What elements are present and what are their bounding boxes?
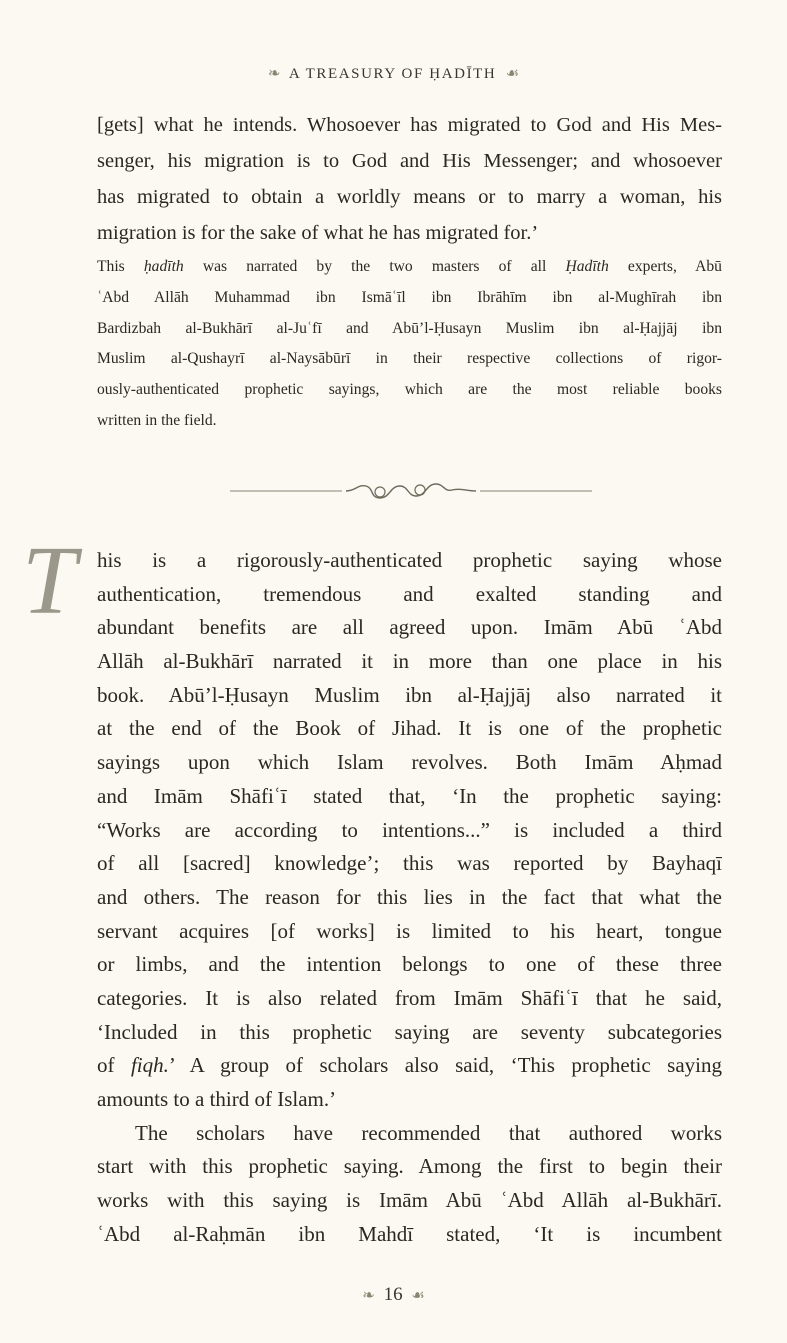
text-span: or limbs, and the intention belongs to one of these three xyxy=(97,952,722,977)
text-span: book. Abū’l-Ḥusayn Muslim ibn al-Ḥajjāj also narrated it xyxy=(97,682,722,707)
text-line xyxy=(97,948,722,982)
text-span: at the end of the Book of Jihad. It is one of the prophetic xyxy=(97,716,722,741)
drop-cap: T xyxy=(22,527,77,635)
italic-term: fiqh. xyxy=(130,1053,169,1078)
text-span: experts, Abū xyxy=(608,258,722,275)
narration-note xyxy=(97,252,722,437)
page-number xyxy=(0,1284,787,1306)
text-span: ʿAbd al-Raḥmān ibn Mahdī stated, ‘It is incumbent xyxy=(97,1221,722,1246)
text-span: works with this saying is Imām Abū ʿAbd Allāh al-Bukhārī. xyxy=(97,1188,722,1213)
text-span: ’ A group of scholars also said, ‘This prophetic saying xyxy=(168,1053,722,1078)
main-commentary xyxy=(97,544,722,1251)
running-head xyxy=(0,64,787,83)
text-span: was narrated by the two masters of all xyxy=(183,258,566,275)
text-line xyxy=(97,1117,722,1151)
text-span: sayings upon which Islam revolves. Both Imām Aḥmad xyxy=(97,750,722,775)
text-line xyxy=(97,314,722,345)
text-line xyxy=(97,283,722,314)
text-span: of all [sacred] knowledge’; this was reported by Bayhaqī xyxy=(97,851,722,876)
text-span: abundant benefits are all agreed upon. Imām Abū ʿAbd xyxy=(97,615,722,640)
text-line xyxy=(97,179,722,215)
text-span: of xyxy=(97,1053,131,1078)
text-span: senger, his migration is to God and His Messenger; and whosoever xyxy=(97,150,722,172)
text-line xyxy=(97,578,722,612)
text-line xyxy=(97,344,722,375)
text-line xyxy=(97,215,722,251)
text-span: authentication, tremendous and exalted standing and xyxy=(97,581,722,606)
text-line xyxy=(97,1016,722,1050)
text-line xyxy=(97,982,722,1016)
left-ornament-icon: ❧ xyxy=(362,1288,375,1304)
page-number-value: 16 xyxy=(383,1284,403,1305)
text-span: ‘Included in this prophetic saying are seventy subcategories xyxy=(97,1019,722,1044)
hadith-quote-continuation xyxy=(97,107,722,251)
text-line xyxy=(97,1049,722,1083)
text-span: servant acquires [of works] is limited to his heart, tongue xyxy=(97,918,722,943)
text-line xyxy=(97,881,722,915)
text-line xyxy=(97,712,722,746)
text-span: Bardizbah al-Bukhārī al-Juʿfī and Abū’l-Ḥusayn Muslim ibn al-Ḥajjāj ibn xyxy=(97,319,722,337)
text-line xyxy=(97,406,722,437)
text-line xyxy=(97,1083,722,1117)
text-line xyxy=(97,107,722,143)
text-line xyxy=(97,1218,722,1252)
left-ornament-icon: ❧ xyxy=(267,66,281,82)
text-span: Allāh al-Bukhārī narrated it in more than one place in his xyxy=(97,649,722,674)
text-span: has migrated to obtain a worldly means or to marry a woman, his xyxy=(97,186,722,208)
text-line xyxy=(97,252,722,283)
text-span: ously-authenticated prophetic sayings, which are the most reliable books xyxy=(97,381,722,399)
text-line xyxy=(97,780,722,814)
text-line xyxy=(97,746,722,780)
right-ornament-icon: ☙ xyxy=(505,66,520,82)
text-line xyxy=(97,645,722,679)
text-line xyxy=(97,1150,722,1184)
text-line xyxy=(97,143,722,179)
text-span: This xyxy=(97,258,144,275)
text-line xyxy=(97,375,722,406)
text-span: and others. The reason for this lies in the fact that what the xyxy=(97,884,722,909)
text-line xyxy=(97,679,722,713)
text-line xyxy=(97,611,722,645)
text-span: ʿAbd Allāh Muhammad ibn Ismāʿīl ibn Ibrāhīm ibn al-Mughīrah ibn xyxy=(97,288,722,306)
text-span: written in the field. xyxy=(97,411,217,429)
ornamental-divider-icon xyxy=(230,478,592,504)
text-span: migration is for the sake of what he has migrated for.’ xyxy=(97,222,539,244)
right-ornament-icon: ☙ xyxy=(411,1288,425,1304)
text-span: The scholars have recommended that authored works xyxy=(135,1120,722,1145)
italic-term: Ḥadīth xyxy=(565,258,609,275)
text-line xyxy=(97,814,722,848)
text-span: amounts to a third of Islam.’ xyxy=(97,1087,337,1111)
running-head-title: A TREASURY OF ḤADĪTH xyxy=(288,66,497,82)
text-line xyxy=(97,915,722,949)
text-span: [gets] what he intends. Whosoever has migrated to God and His Mes- xyxy=(97,114,722,136)
text-span: Muslim al-Qushayrī al-Naysābūrī in their respective collections of rigor- xyxy=(97,350,722,368)
text-span: categories. It is also related from Imām Shāfiʿī that he said, xyxy=(97,985,722,1010)
italic-term: ḥadīth xyxy=(143,258,184,275)
text-line xyxy=(97,544,722,578)
text-span: and Imām Shāfiʿī stated that, ‘In the prophetic saying: xyxy=(97,783,722,808)
text-line xyxy=(97,1184,722,1218)
text-span: start with this prophetic saying. Among the first to begin their xyxy=(97,1154,722,1179)
text-span: “Works are according to intentions...” is included a third xyxy=(97,817,722,842)
text-span: his is a rigorously-authenticated prophetic saying whose xyxy=(97,548,722,572)
text-line xyxy=(97,847,722,881)
